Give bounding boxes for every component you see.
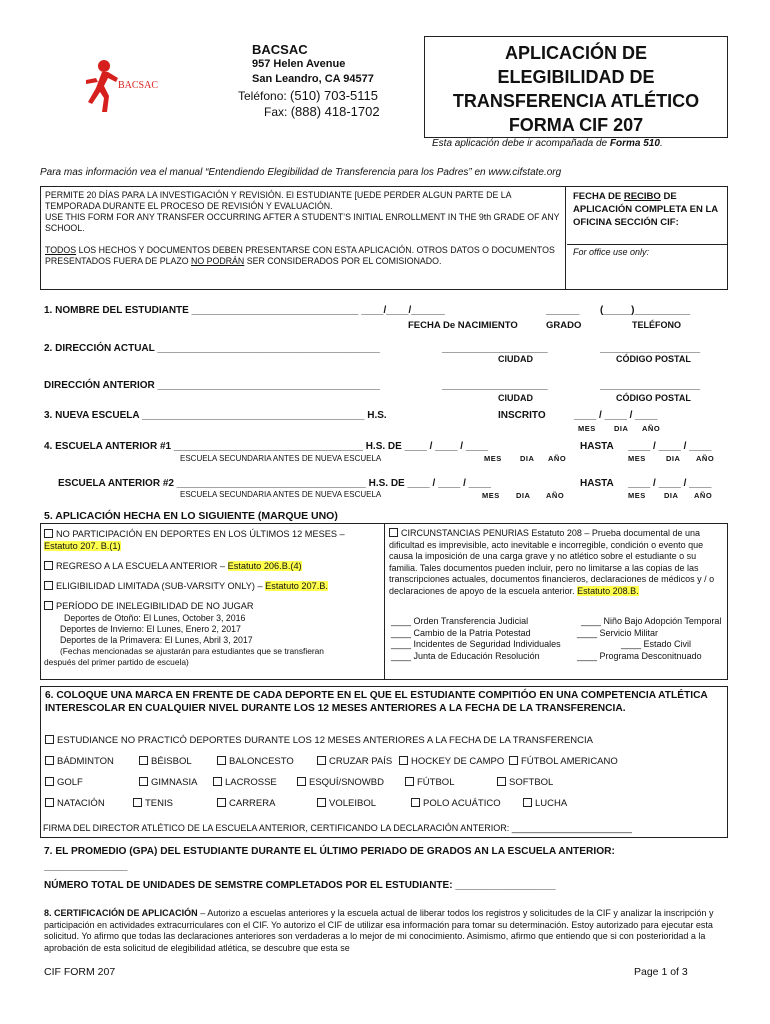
s5-o1-text: NO PARTICIPACIÓN EN DEPORTES EN LOS ÚLTIMOS 12 MESES –: [56, 529, 345, 539]
notice-p3-b: LOS HECHOS Y DOCUMENTOS DEBEN PRESENTARSE CON ESTA APLICACIÓN. OTROS DATOS O DOCUMENTOS PRESENTADOS FUERA DE PLAZO: [45, 245, 555, 266]
s7-heading: 7. EL PROMEDIO (GPA) DEL ESTUDIANTE DURANTE EL ÚLTIMO PERIADO DE GRADOS AN LA ESCUELA ANTERIOR:: [44, 846, 615, 857]
s2-city-blank[interactable]: ___________________: [442, 343, 548, 354]
s1-dob: FECHA De NACIMIENTO: [408, 320, 518, 331]
s5-hardship-statute: Estatuto 208.B.: [577, 585, 639, 596]
s1-phone: TELÉFONO: [632, 320, 681, 330]
sport-baseball[interactable]: [139, 756, 192, 767]
s1-phone-blank[interactable]: (_____)__________: [600, 305, 691, 316]
sport-cross-country[interactable]: [317, 756, 392, 767]
hardship-item[interactable]: ____ Incidentes de Seguridad Individuales: [391, 639, 561, 649]
s4-ano-to-2: AÑO: [694, 491, 713, 500]
runner-logo-icon: [82, 58, 122, 114]
s5-option-3[interactable]: [44, 581, 381, 591]
s2-zip-2: CÓDIGO POSTAL: [616, 393, 691, 403]
s8-heading: 8. CERTIFICACIÓN DE APLICACIÓN: [44, 908, 198, 918]
org-phone: [238, 88, 378, 103]
checkbox[interactable]: [523, 798, 532, 807]
receipt-a: FECHA DE: [573, 191, 624, 202]
title-line-4: FORMA CIF 207: [508, 115, 644, 135]
fax-label: Fax:: [264, 105, 288, 119]
notice-p3-a: TODOS: [45, 245, 77, 255]
footer-page: Page 1 of 3: [634, 966, 688, 978]
sport-basketball[interactable]: [217, 756, 294, 767]
sport-lacrosse[interactable]: [213, 777, 277, 788]
receipt-c: DE APLICACIÓN COMPLETA EN LA OFICINA SECCIÓN CIF:: [573, 191, 718, 228]
notice-p2: USE THIS FORM FOR ANY TRANSFER OCCURRING AFTER A STUDENT’S INITIAL ENROLLMENT IN THE 9th GRADE OF ANY SCHOOL.: [45, 212, 560, 233]
checkbox[interactable]: [217, 756, 226, 765]
s3-dia: DIA: [614, 424, 629, 433]
sport-tennis[interactable]: [133, 798, 173, 809]
checkbox[interactable]: [139, 777, 148, 786]
s4-hasta: HASTA: [580, 441, 614, 452]
sport-label: SOFTBOL: [509, 777, 554, 788]
s4-mes-to: MES: [628, 454, 646, 463]
s2-label[interactable]: 2. DIRECCIÓN ACTUAL ________________________________________: [44, 343, 380, 354]
s5-o4-line-1: Deportes de Otoño: El Lunes, October 3, 2016: [64, 613, 246, 623]
receipt-box: [567, 187, 727, 245]
s4-date-to-2[interactable]: ____ / ____ / ____: [628, 478, 712, 489]
notice-box: [40, 186, 728, 290]
notice-p3: [45, 245, 561, 267]
sport-water-polo[interactable]: [411, 798, 501, 809]
checkbox[interactable]: [509, 756, 518, 765]
sport-label: ESQUÍ/SNOWBD: [309, 777, 384, 788]
s5-o2-statute: Estatuto 206.B.(4): [227, 561, 302, 571]
s5-o4-line-2: Deportes de Invierno: El Lunes, Enero 2, 2017: [60, 624, 241, 634]
checkbox[interactable]: [45, 777, 54, 786]
s4-dia-to-2: DIA: [664, 491, 679, 500]
checkbox[interactable]: [399, 756, 408, 765]
s6-none[interactable]: [45, 735, 593, 746]
org-address-1: 957 Helen Avenue: [252, 58, 346, 70]
s4-ano-2: AÑO: [546, 491, 565, 500]
notice-left: [41, 187, 566, 289]
fax-value: (888) 418-1702: [290, 104, 380, 119]
s5-right[interactable]: [389, 528, 725, 598]
s5-o4-line-3: Deportes de la Primavera: El Lunes, Abril 3, 2017: [60, 635, 253, 645]
checkbox[interactable]: [45, 798, 54, 807]
title-line-3: TRANSFERENCIA ATLÉTICO: [452, 91, 700, 111]
receipt-b: RECIBO: [623, 191, 661, 202]
s8-text: [44, 908, 728, 954]
title-box: [424, 36, 728, 138]
s5-o4-line-5: después del primer partido de escuela): [44, 657, 189, 667]
s1-grade: GRADO: [546, 320, 582, 331]
sport-wrestling[interactable]: [523, 798, 567, 809]
s2-zip-blank[interactable]: __________________: [600, 343, 701, 354]
sport-swimming[interactable]: [45, 798, 105, 809]
footer-form: CIF FORM 207: [44, 966, 116, 978]
checkbox[interactable]: [139, 756, 148, 765]
s5-left: [41, 524, 385, 679]
checkbox[interactable]: [45, 735, 54, 744]
s3-enrolled: INSCRITO: [498, 410, 546, 421]
s5-o4-text: PERÍODO DE INELEGIBILIDAD DE NO JUGAR: [56, 601, 254, 611]
title-line-1: APLICACIÓN DE: [504, 43, 647, 63]
checkbox[interactable]: [317, 756, 326, 765]
s6-signature[interactable]: FIRMA DEL DIRECTOR ATLÉTICO DE LA ESCUELA ANTERIOR, CERTIFICANDO LA DECLARACIÓN ANTERIOR: ________________________: [43, 823, 632, 833]
checkbox[interactable]: [497, 777, 506, 786]
s4-label[interactable]: 4. ESCUELA ANTERIOR #1 __________________________________ H.S. DE ____ / ____ / ____: [44, 441, 489, 452]
org-fax: [264, 104, 380, 119]
s3-label[interactable]: 3. NUEVA ESCUELA ________________________________________ H.S.: [44, 410, 387, 421]
title-note-end: .: [659, 138, 663, 149]
sport-track[interactable]: [217, 798, 275, 809]
s5-option-4[interactable]: [44, 601, 381, 611]
s2-prev-label[interactable]: DIRECCIÓN ANTERIOR ________________________________________: [44, 380, 380, 391]
notice-p3-c: NO PODRÁN: [191, 256, 245, 266]
s6-none-text: ESTUDIANCE NO PRACTICÓ DEPORTES DURANTE LOS 12 MESES ANTERIORES A LA FECHA DE LA TRANSFERENCIA: [57, 735, 594, 746]
s7-gpa-blank[interactable]: _______________: [44, 861, 128, 872]
s4-date-to[interactable]: ____ / ____ / ____: [628, 441, 712, 452]
sport-soccer[interactable]: [405, 777, 454, 788]
s4-dia-2: DIA: [516, 491, 531, 500]
checkbox[interactable]: [213, 777, 222, 786]
checkbox[interactable]: [44, 529, 53, 538]
sport-label: LACROSSE: [225, 777, 277, 788]
sport-volleyball[interactable]: [317, 798, 376, 809]
s2-city-blank-2[interactable]: ___________________: [442, 380, 548, 391]
s5-o4-detail: [44, 613, 381, 668]
checkbox[interactable]: [45, 756, 54, 765]
sport-label: HOCKEY DE CAMPO: [411, 756, 505, 767]
s4-sub-2: ESCUELA SECUNDARIA ANTES DE NUEVA ESCUELA: [180, 490, 382, 499]
s6-box: [40, 686, 728, 838]
phone-value: (510) 703-5115: [290, 88, 378, 103]
s5-option-1[interactable]: [44, 528, 381, 540]
sport-label: POLO ACUÁTICO: [423, 798, 501, 809]
hardship-item[interactable]: ____ Niño Bajo Adopción Temporal: [581, 616, 722, 626]
s5-o4-line-4: (Fechas mencionadas se ajustarán para estudiantes que se transfieran: [60, 646, 324, 656]
sport-label: NATACIÓN: [57, 798, 105, 809]
title-note-text: Esta aplicación debe ir acompañada de: [432, 138, 608, 149]
sport-softball[interactable]: [497, 777, 553, 788]
s5-heading: 5. APLICACIÓN HECHA EN LO SIGUIENTE (MARQUE UNO): [44, 510, 338, 522]
checkbox[interactable]: [133, 798, 142, 807]
title-note-form: Forma 510: [609, 138, 660, 149]
s3-date[interactable]: ____ / ____ / ____: [574, 410, 658, 421]
s5-o2-text: REGRESO A LA ESCUELA ANTERIOR –: [56, 561, 228, 571]
s4-label-2[interactable]: ESCUELA ANTERIOR #2 __________________________________ H.S. DE ____ / ____ / ____: [58, 478, 491, 489]
sport-label: FÚTBOL: [417, 777, 455, 788]
s5-box: [40, 523, 728, 680]
s4-dia: DIA: [520, 454, 535, 463]
s5-o1-statute: Estatuto 207. B.(1): [44, 541, 121, 551]
sport-label: GIMNASIA: [151, 777, 198, 788]
sport-field-hockey[interactable]: [399, 756, 504, 767]
s4-ano: AÑO: [548, 454, 567, 463]
s1-grade-blank[interactable]: ______: [546, 305, 580, 316]
sport-ski[interactable]: [297, 777, 384, 788]
title-line-2: ELEGIBILIDAD DE: [497, 67, 655, 87]
hardship-item[interactable]: ____ Programa Desconitnuado: [577, 650, 702, 661]
sport-label: VOLEIBOL: [329, 798, 376, 809]
sport-label: FÚTBOL AMERICANO: [521, 756, 618, 767]
hardship-item[interactable]: ____ Servicio Militar: [577, 627, 659, 638]
sport-label: CRUZAR PAÍS: [329, 756, 393, 767]
s5-o3-statute: Estatuto 207.B.: [265, 581, 328, 591]
s3-ano: AÑO: [642, 424, 661, 433]
s2-zip-blank-2[interactable]: __________________: [600, 380, 701, 391]
s4-mes-to-2: MES: [628, 491, 646, 500]
sport-label: BÉISBOL: [151, 756, 192, 767]
sport-label: BÁDMINTON: [57, 756, 114, 767]
sport-badminton[interactable]: [45, 756, 114, 767]
checkbox[interactable]: [297, 777, 306, 786]
logo-text: BACSAC: [118, 80, 159, 91]
sport-label: TENIS: [145, 798, 173, 809]
checkbox[interactable]: [317, 798, 326, 807]
notice-p3-d: SER CONSIDERADOS POR EL COMISIONADO.: [244, 256, 442, 266]
hardship-item[interactable]: ____ Junta de Educación Resolución: [391, 650, 540, 661]
sport-football[interactable]: [509, 756, 618, 767]
s7-units[interactable]: NÚMERO TOTAL DE UNIDADES DE SEMSTRE COMPLETADOS POR EL ESTUDIANTE: __________________: [44, 880, 556, 891]
sport-golf[interactable]: [45, 777, 83, 788]
checkbox[interactable]: [44, 561, 53, 570]
s4-ano-to: AÑO: [696, 454, 715, 463]
checkbox[interactable]: [44, 601, 53, 610]
s8-body: – Autorizo a escuelas anteriores y la escuela actual de liberar todos los registros y solicitudes de la CIF y analizar la inscripción y participación en actividades extracurriculares con el CIF. Yo autorizo el CIF de utilizar esa información para tomar su determinación. Estoy autorizado para ejecutar esta solicitud. Yo afirmo que todas las declaraciones anteriores son verdaderas a lo mejor de mi conocimiento. Asimismo, afirmo que entiendo que si con posterioridad a la aprobación de esta solicitud de elegibilidad atlética, se descubre que esta se: [44, 908, 714, 953]
checkbox[interactable]: [217, 798, 226, 807]
notice-p1: PERMITE 20 DÍAS PARA LA INVESTIGACIÓN Y REVISIÓN. El ESTUDIANTE [UEDE PERDER ALGUN PARTE DE LA TEMPORADA DURANTE EL PROCESO DE REVISIÓN Y EVALUACIÓN.: [45, 190, 512, 211]
s5-option-2[interactable]: [44, 561, 381, 571]
s2-city: CIUDAD: [498, 354, 533, 364]
phone-label: Teléfono:: [238, 89, 287, 103]
s6-heading: 6. COLOQUE UNA MARCA EN FRENTE DE CADA DEPORTE EN EL QUE EL ESTUDIANTE COMPITIÓO EN UNA COMPETENCIA ATLÉTICA INTERESCOLAR EN CUALQUIER NIVEL DURANTE LOS 12 MESES ANTERIORES A LA FECHA DE LA TRANSFERENCIA.: [45, 690, 708, 714]
s4-mes: MES: [484, 454, 502, 463]
s5-hardship-items: [391, 616, 727, 662]
sport-label: CARRERA: [229, 798, 276, 809]
checkbox[interactable]: [411, 798, 420, 807]
checkbox[interactable]: [389, 528, 398, 537]
s5-hardship-text: CIRCUNSTANCIAS PENURIAS Estatuto 208 – Prueba documental de una dificultad es imprevisible, acto inevitable e incorregible, condición o evento que causa la imposición de una carga grave y no atlético sobre el estudiante o su familia. Tales documentos pueden incluir, pero no limitarse a las copias de las transcripciones actuales, documentos financieros, declaraciones de médicos y / o declaraciones de apoyo de la escuela anterior.: [389, 528, 715, 596]
s2-zip: CÓDIGO POSTAL: [616, 354, 691, 364]
s3-mes: MES: [578, 424, 596, 433]
sport-label: BALONCESTO: [229, 756, 294, 767]
s4-dia-to: DIA: [666, 454, 681, 463]
s4-sub: ESCUELA SECUNDARIA ANTES DE NUEVA ESCUELA: [180, 454, 382, 463]
checkbox[interactable]: [405, 777, 414, 786]
s2-city-2: CIUDAD: [498, 393, 533, 403]
hardship-item[interactable]: ____ Estado Civil: [621, 639, 692, 649]
sport-label: LUCHA: [535, 798, 568, 809]
office-use: For office use only:: [573, 247, 650, 257]
logo: [82, 58, 122, 114]
org-name: BACSAC: [252, 42, 308, 57]
hardship-item[interactable]: ____ Orden Transferencia Judicial: [391, 616, 529, 626]
s5-o3-text: ELIGIBILIDAD LIMITADA (SUB-VARSITY ONLY) –: [56, 581, 266, 591]
title-note: [432, 138, 663, 149]
info-line: Para mas información vea el manual “Entendiendo Elegibilidad de Transferencia para los Padres” en www.cifstate.org: [40, 167, 562, 178]
org-address-2: San Leandro, CA 94577: [252, 73, 374, 85]
s1-label[interactable]: 1. NOMBRE DEL ESTUDIANTE ______________________________ ____/____/______: [44, 305, 445, 316]
s4-hasta-2: HASTA: [580, 478, 614, 489]
sport-gymnastics[interactable]: [139, 777, 197, 788]
s4-mes-2: MES: [482, 491, 500, 500]
hardship-item[interactable]: ____ Cambio de la Patria Potestad: [391, 627, 531, 638]
checkbox[interactable]: [44, 581, 53, 590]
sport-label: GOLF: [57, 777, 83, 788]
